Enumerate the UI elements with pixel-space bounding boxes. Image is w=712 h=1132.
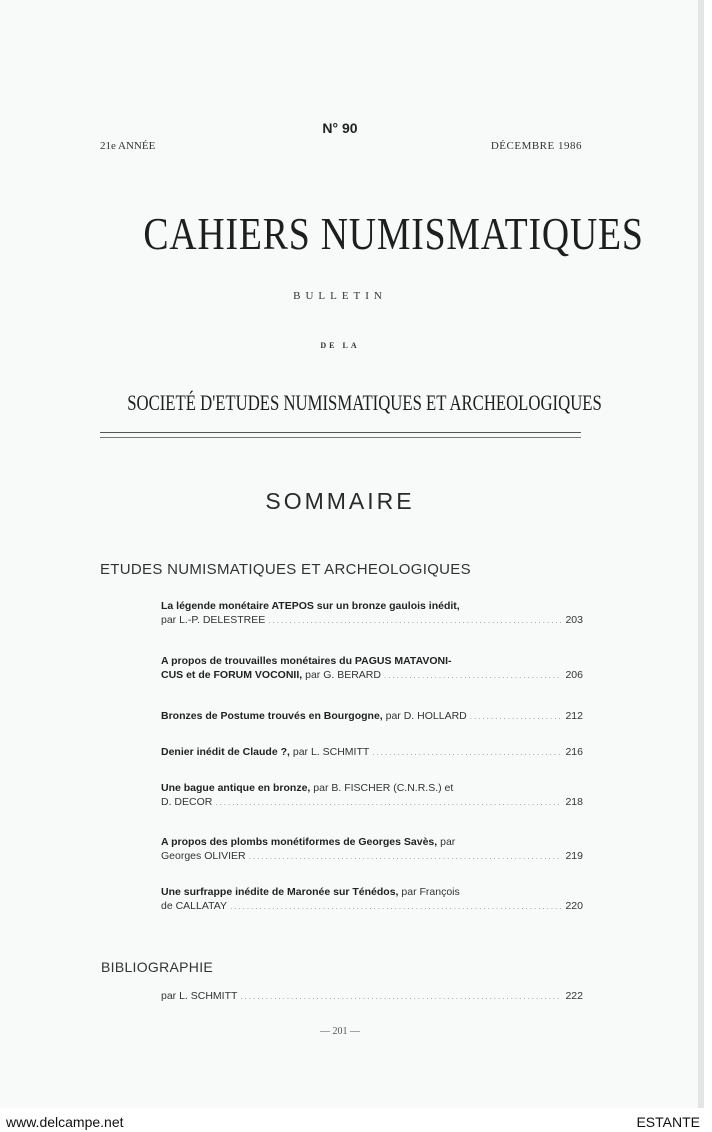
- toc-entry: [161, 600, 583, 627]
- journal-subtitle: BULLETIN: [293, 290, 387, 302]
- bibliography-title: BIBLIOGRAPHIE: [101, 959, 214, 975]
- leader-dots: [372, 746, 562, 760]
- issue-number: N° 90: [322, 120, 358, 136]
- entry-title: A propos des plombs monétiformes de Georges Savès,: [161, 836, 438, 848]
- toc-entry: [161, 886, 583, 913]
- entry-title: Denier inédit de Claude ?,: [161, 746, 290, 758]
- leader-dots: [470, 710, 563, 724]
- entry-author-continued: Georges OLIVIER: [161, 849, 246, 862]
- summary-heading: SOMMAIRE: [265, 488, 415, 514]
- entry-author-continued: de CALLATAY: [161, 899, 227, 912]
- year-label: 21e ANNÉE: [100, 140, 156, 152]
- of-the-label: DE LA: [320, 341, 360, 350]
- entry-title: Une surfrappe inédite de Maronée sur Ténédos,: [161, 886, 399, 898]
- journal-title: CAHIERS NUMISMATIQUES: [143, 208, 644, 259]
- watermark-right: ESTANTE: [636, 1114, 700, 1130]
- entry-page: 222: [565, 990, 583, 1002]
- toc-entry: [161, 782, 583, 809]
- entry-author-continued: D. DECOR: [161, 795, 213, 808]
- entry-author: par L. SCHMITT: [292, 746, 370, 758]
- leader-dots: [215, 796, 562, 810]
- toc-entry: [161, 710, 583, 724]
- entry-page: 218: [565, 795, 583, 808]
- leader-dots: [268, 614, 562, 628]
- society-name: SOCIETÉ D'ETUDES NUMISMATIQUES ET ARCHEOLOGIQUES: [127, 390, 602, 415]
- entry-page: 219: [565, 849, 583, 862]
- divider-rule: [100, 437, 581, 438]
- entry-title: Bronzes de Postume trouvés en Bourgogne,: [161, 710, 383, 722]
- entry-page: 203: [565, 613, 583, 626]
- section-title: ETUDES NUMISMATIQUES ET ARCHEOLOGIQUES: [100, 561, 471, 578]
- divider-rule: [100, 432, 581, 433]
- entry-author: par G. BERARD: [305, 668, 381, 681]
- entry-author: par L.-P. DELESTREE: [161, 613, 266, 626]
- entry-title: Une bague antique en bronze,: [161, 782, 311, 794]
- entry-author: par: [440, 836, 456, 848]
- page-number: — 201 —: [320, 1026, 360, 1037]
- entry-page: 206: [565, 668, 583, 681]
- date-label: DÉCEMBRE 1986: [490, 140, 582, 152]
- entry-title-continued: CUS et de FORUM VOCONII,: [161, 668, 303, 681]
- leader-dots: [249, 850, 563, 864]
- leader-dots: [240, 990, 562, 1004]
- toc-entry: [161, 655, 583, 682]
- toc-entry: [161, 746, 583, 760]
- entry-author: par François: [401, 886, 460, 898]
- entry-title: La légende monétaire ATEPOS sur un bronze gaulois inédit,: [161, 600, 460, 612]
- leader-dots: [384, 669, 563, 683]
- leader-dots: [230, 900, 563, 914]
- entry-author: par D. HOLLARD: [385, 710, 467, 722]
- toc-entry: [161, 836, 583, 863]
- entry-page: 216: [565, 746, 583, 758]
- entry-author: par B. FISCHER (C.N.R.S.) et: [313, 782, 454, 794]
- entry-title: A propos de trouvailles monétaires du PAGUS MATAVONI-: [161, 655, 452, 667]
- entry-page: 212: [565, 710, 583, 722]
- toc-entry: [161, 990, 583, 1004]
- entry-author: par L. SCHMITT: [161, 990, 238, 1002]
- entry-page: 220: [565, 899, 583, 912]
- watermark-left: www.delcampe.net: [6, 1114, 124, 1130]
